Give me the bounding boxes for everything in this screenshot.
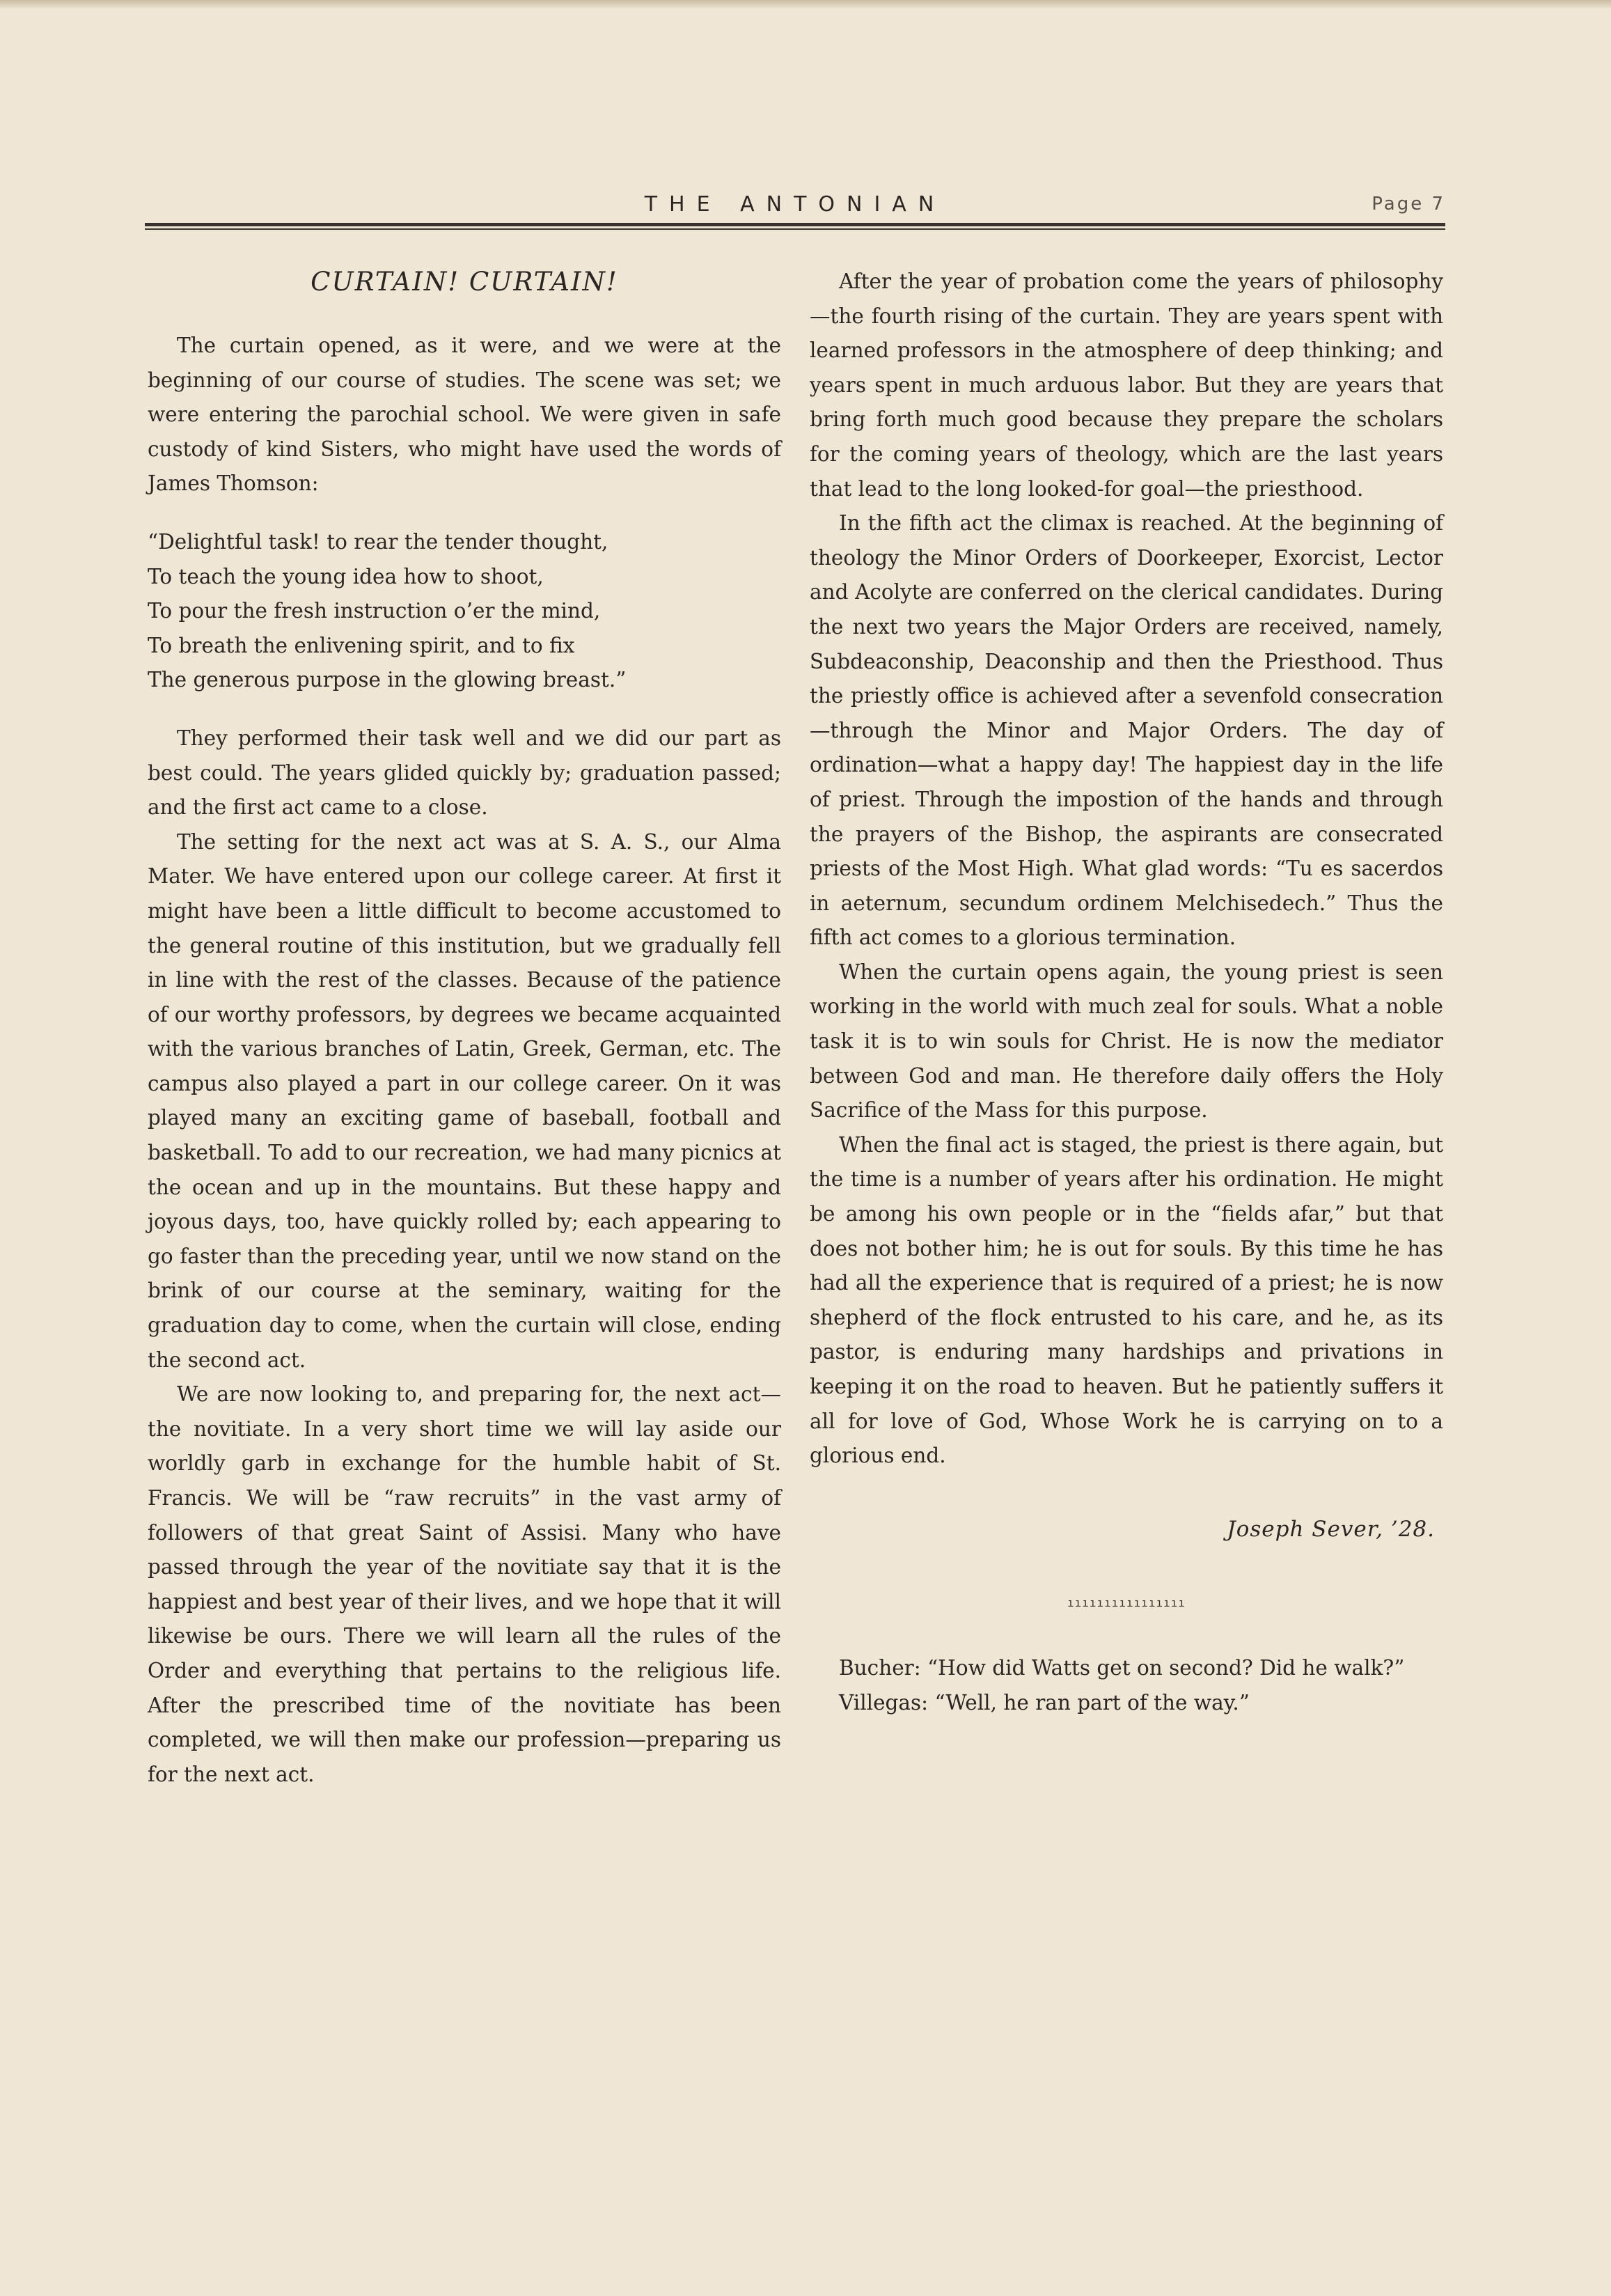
paragraph: When the curtain opens again, the young priest is seen working in the world with much zeal for souls. What a noble task it is to win souls for Christ. He is now the mediator between God and man. He therefore daily offers the Holy Sacrifice of the Mass for this purpose. — [810, 960, 1443, 1123]
poem-line: The generous purpose in the glowing breast.” — [148, 668, 627, 692]
publication-title: THE ANTONIAN — [644, 192, 946, 217]
poem-line: To pour the fresh instruction o’er the mind, — [148, 599, 601, 623]
left-column — [148, 265, 781, 1792]
article-title: CURTAIN! CURTAIN! — [311, 267, 618, 297]
joke-line: Villegas: “Well, he ran part of the way.” — [839, 1690, 1250, 1715]
poem-line: To breath the enlivening spirit, and to fix — [148, 633, 575, 657]
paragraph: After the year of probation come the years of philosophy—the fourth rising of the curtain. They are years spent with learned professors in the atmosphere of deep thinking; and years spent in much arduous labor. But they are years that bring forth much good because they prepare the scholars for the coming years of theology, which are the last years that lead to the long looked-for goal—the priesthood. — [810, 270, 1443, 501]
poem-quote — [148, 525, 781, 698]
section-divider: ıııııııııııııııı — [1067, 1596, 1186, 1610]
right-column — [810, 265, 1443, 1720]
header-rule-thin — [145, 228, 1445, 230]
paragraph: In the fifth act the climax is reached. At the beginning of theology the Minor Orders of Doorkeeper, Exorcist, Lector and Acolyte are conferred on the clerical candidates. During the next two years the Major Orders are received, namely, Subdeaconship, Deaconship and then the Priesthood. Thus the priestly office is achieved after a sevenfold consecration—through the Minor and Major Orders. The day of ordination—what a happy day! The happiest day in the life of priest. Through the impostion of the hands and through the prayers of the Bishop, the aspirants are consecrated priests of the Most High. What glad words: “Tu es sacerdos in aeternum, secundum ordinem Melchisedech.” Thus the fifth act comes to a glorious termination. — [810, 511, 1443, 950]
paragraph: We are now looking to, and preparing for, the next act—the novitiate. In a very short time we will lay aside our worldly garb in exchange for the humble habit of St. Francis. We will be “raw recruits” in the vast army of followers of that great Saint of Assisi. Many who have passed through the year of the novitiate say that it is the happiest and best year of their lives, and we hope that it will likewise be ours. There we will learn all the rules of the Order and everything that pertains to the religious life. After the prescribed time of the novitiate has been completed, we will then make our profession—preparing us for the next act. — [148, 1382, 781, 1786]
page-number: Page 7 — [1372, 194, 1445, 214]
paragraph: The curtain opened, as it were, and we were at the beginning of our course of studies. The scene was set; we were entering the parochial school. We were given in safe custody of kind Sisters, who might have used the words of James Thomson: — [148, 334, 781, 496]
poem-line: To teach the young idea how to shoot, — [148, 564, 544, 588]
page-edge — [0, 0, 1611, 10]
page-header — [145, 192, 1445, 220]
paragraph: They performed their task well and we did our part as best could. The years glided quickly by; graduation passed; and the first act came to a close. — [148, 726, 781, 820]
author-byline: Joseph Sever, ’28. — [1227, 1516, 1435, 1542]
paragraph: The setting for the next act was at S. A. S., our Alma Mater. We have entered upon our college career. At first it might have been a little difficult to become accustomed to the general routine of this institution, but we gradually fell in line with the rest of the classes. Because of the patience of our worthy professors, by degrees we became acquainted with the various branches of Latin, Greek, German, etc. The campus also played a part in our college career. On it was played many an exciting game of baseball, football and basketball. To add to our recreation, we had many picnics at the ocean and up in the mountains. But these happy and joyous days, too, have quickly rolled by; each appearing to go faster than the preceding year, until we now stand on the brink of our course at the seminary, waiting for the graduation day to come, when the curtain will close, ending the second act. — [148, 829, 781, 1372]
paragraph: When the final act is staged, the priest is there again, but the time is a number of years after his ordination. He might be among his own people or in the “fields afar,” but that does not bother him; he is out for souls. By this time he has had all the experience that is required of a priest; he is now shepherd of the flock entrusted to his care, and he, as its pastor, is enduring many hardships and privations in keeping it on the road to heaven. But he patiently suffers it all for love of God, Whose Work he is carrying on to a glorious end. — [810, 1132, 1443, 1468]
poem-line: “Delightful task! to rear the tender thought, — [148, 529, 608, 554]
joke-line: Bucher: “How did Watts get on second? Did he walk?” — [839, 1655, 1405, 1680]
header-rule-thick — [145, 223, 1445, 226]
